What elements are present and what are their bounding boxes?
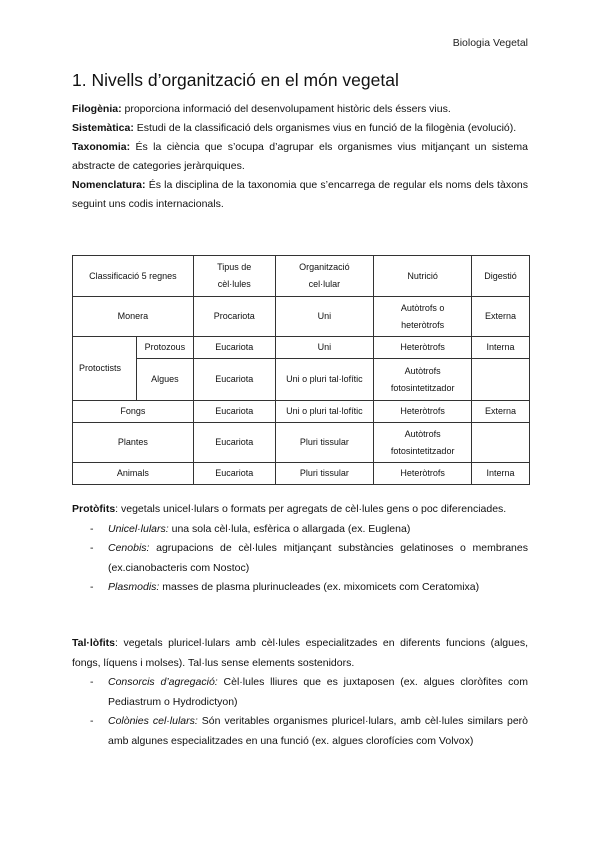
table-cell: Eucariota [193,337,275,359]
kingdom-cell: Monera [73,297,194,337]
table-cell: Autòtrofs fotosintetitzador [374,423,472,463]
table-cell: Interna [472,337,530,359]
table-cell: Uni [275,297,374,337]
table-cell: Uni o pluri tal·lofític [275,401,374,423]
term: Consorcis d’agregació: [108,676,218,688]
tallofits-paragraph [72,634,528,673]
kingdom-cell: Plantes [73,423,194,463]
running-header: Biologia Vegetal [452,37,528,49]
definition-filogenia [72,100,528,119]
table-row [73,423,530,463]
list-item [72,712,528,751]
bullet: - [90,581,94,593]
table-row [73,337,530,359]
bullet: - [90,715,94,727]
term: Plasmodis: [108,581,160,593]
term: Colònies cel·lulars: [108,715,198,727]
bullet: - [90,676,94,688]
table-cell: Heteròtrofs [374,401,472,423]
table-row [73,463,530,485]
item-text: masses de plasma plurinucleades (ex. mixomicets com Ceratomixa) [159,581,480,593]
table-cell: Uni [275,337,374,359]
list-item [72,673,528,712]
table-cell: Externa [472,297,530,337]
item-text: Cèl·lules lliures que es juxtaposen (ex. algues cloròfites com Pediastrum o Hydrodictyon) [108,676,528,708]
table-cell: Procariota [193,297,275,337]
table-row [73,297,530,337]
table-cell: Pluri tissular [275,463,374,485]
classification-table [72,255,530,485]
list-item [72,578,528,598]
table-cell [472,423,530,463]
definition-text: Estudi de la classificació dels organismes vius en funció de la filogènia (evolució). [133,122,517,134]
term: Protòfits [72,503,116,515]
table-row [73,401,530,423]
section-title: 1. Nivells d’organització en el món vegetal [72,70,399,90]
header-cell: Digestió [472,256,530,297]
table-cell: Eucariota [193,401,275,423]
term: Nomenclatura: [72,179,146,191]
term: Unicel·lulars: [108,522,169,535]
header-cell: Classificació 5 regnes [73,256,194,297]
header-cell: Nutrició [374,256,472,297]
definitions-block [72,100,528,214]
term: Filogènia: [72,103,122,115]
subgroup-cell: Algues [136,359,193,401]
table-cell: Pluri tissular [275,423,374,463]
table-cell: Externa [472,401,530,423]
paragraph-text: : vegetals pluricel·lulars amb cèl·lules especialitzades en diferents funcions (algues, fongs, líquens i molses). Tal·lus sense elements sostenidors. [72,637,528,669]
subgroup-cell: Protozous [136,337,193,359]
protofits-paragraph [72,500,528,520]
kingdom-cell: Animals [73,463,194,485]
tallofits-list [72,673,528,751]
list-item [72,520,528,540]
table-cell: Heteròtrofs [374,463,472,485]
protofits-list [72,520,528,598]
table-cell: Autòtrofs fotosintetitzador [374,359,472,401]
definition-text: proporciona informació del desenvolupament històric dels éssers vius. [121,103,451,115]
bullet: - [90,522,94,535]
term: Tal·lòfits [72,637,115,649]
definition-taxonomia [72,138,528,176]
protofits-section [72,500,528,598]
table-cell: Heteròtrofs [374,337,472,359]
table-row [73,359,530,401]
definition-nomenclatura [72,176,528,214]
definition-text: És la ciència que s’ocupa d’agrupar els organismes vius mitjançant un sistema abstracte de categories jeràrquiques. [72,141,528,172]
table-header-row [73,256,530,297]
table-cell: Eucariota [193,423,275,463]
bullet: - [90,542,94,554]
term: Sistemàtica: [72,122,134,134]
kingdom-cell: Fongs [73,401,194,423]
kingdom-cell: Protoctists [73,337,137,401]
definition-text: És la disciplina de la taxonomia que s’encarrega de regular els noms dels tàxons seguint uns codis internacionals. [72,179,528,210]
tallofits-section [72,634,528,751]
term: Taxonomia: [72,141,131,153]
table-cell: Uni o pluri tal·lofític [275,359,374,401]
table-cell: Eucariota [193,463,275,485]
paragraph-text: : vegetals unicel·lulars o formats per agregats de cèl·lules gens o poc diferenciades. [115,503,507,515]
item-text: agrupacions de cèl·lules mitjançant substàncies gelatinoses o membranes (ex.cianobacteris com Nostoc) [108,542,528,574]
table-cell: Interna [472,463,530,485]
list-item [72,539,528,578]
table-cell: Eucariota [193,359,275,401]
header-cell: Tipus de cèl·lules [193,256,275,297]
definition-sistematica [72,119,528,138]
table-cell: Autòtrofs o heteròtrofs [374,297,472,337]
item-text: Són veritables organismes pluricel·lulars, amb cèl·lules similars però amb algunes especialitzades en una funció (ex. algues clorofícies com Volvox) [108,715,529,747]
header-cell: Organització cel·lular [275,256,374,297]
term: Cenobis: [108,542,150,554]
item-text: una sola cèl·lula, esfèrica o allargada (ex. Euglena) [168,522,411,535]
table-cell [472,359,530,401]
